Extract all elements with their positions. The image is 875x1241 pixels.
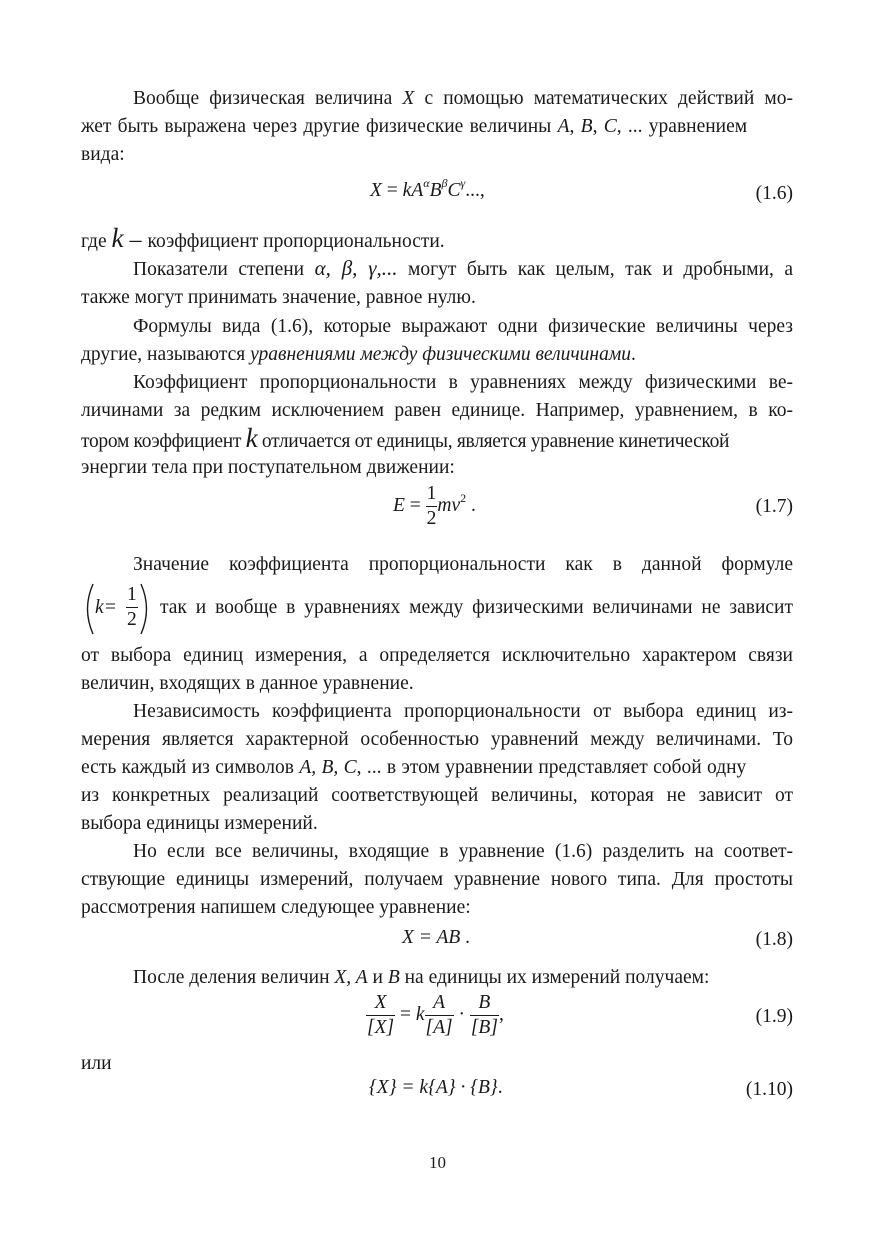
- para7-line3: рассмотрения напишем следующее уравнение:: [81, 897, 471, 918]
- para7-line1: Но если все величины, входящие в уравнение (1.6) разделить на соответ-: [133, 841, 793, 862]
- fraction-one-half: $\frac{1}{2}$: [426, 483, 437, 529]
- right-parenthesis-icon: [139, 582, 153, 636]
- para6-line2: мерения является характерной особенностью уравнений между величинами. То: [81, 729, 793, 750]
- para8-line1: После деления величин X, A и B на единицы их измерений получаем:: [133, 967, 710, 988]
- fraction-A-over-unit: $\frac{A}{[A]}$: [425, 992, 453, 1038]
- para7-line2: ствующие единицы измерений, получаем уравнение нового типа. Для простоты: [81, 869, 793, 890]
- fraction-k-one-half: $\frac{1}{2}$: [127, 584, 137, 630]
- equation-1-6: $X = kA^\alpha B^\beta C^\gamma$...,: [370, 176, 485, 201]
- equation-1-9: $\frac{X}{[X]}$ = k $\frac{A}{[A]}$ · $\frac{B}{[B]}$ ,: [367, 992, 504, 1038]
- fraction-B-over-unit: $\frac{B}{[B]}$: [470, 992, 498, 1038]
- equation-1-7: E = $\frac{1}{2}$ $mv^2$ .: [393, 483, 476, 529]
- equation-1-10: {X} = k{A} · {B}.: [369, 1077, 503, 1098]
- para4-line2: личинами за редким исключением равен единице. Например, уравнением, в ко-: [81, 400, 793, 421]
- para5-line2: k = $\frac{1}{2}$ так и вообще в уравнениях между физическими величинами не зависит: [81, 580, 793, 636]
- para5-line1: Значение коэффициента пропорциональности как в данной формуле: [133, 554, 793, 575]
- para5-line3: от выбора единиц измерения, а определяется исключительно характером связи: [81, 645, 793, 666]
- para1-line3: вида:: [81, 144, 125, 165]
- fraction-X-over-unit: $\frac{X}{[X]}$: [367, 992, 395, 1038]
- para4-line3: тором коэффициент k отличается от единицы, является уравнение кинетической: [81, 423, 730, 453]
- para1-line2: жет быть выражена через другие физические величины A, B, C, ... уравнением: [81, 116, 748, 137]
- para4-line1: Коэффициент пропорциональности в уравнениях между физическими ве-: [133, 372, 793, 393]
- where-line: где k – коэффициент пропорциональности.: [81, 223, 445, 253]
- equation-1-8: X = AB .: [402, 927, 471, 948]
- para5-line4: величин, входящих в данное уравнение.: [81, 673, 414, 694]
- para6-line3: есть каждый из символов A, B, C, ... в этом уравнении представляет собой одну: [81, 757, 747, 778]
- para2-line2: также могут принимать значение, равное нулю.: [81, 287, 476, 308]
- para1-line1: Вообще физическая величина X с помощью математических действий мо-: [133, 88, 794, 109]
- para2-line1: Показатели степени α, β, γ,... могут быть как целым, так и дробными, а: [133, 256, 793, 280]
- para3-line2: другие, называются уравнениями между физическими величинами.: [81, 344, 636, 365]
- page-number: 10: [429, 1153, 446, 1172]
- para4-line4: энергии тела при поступательном движении:: [81, 457, 455, 478]
- or-word: или: [81, 1053, 112, 1074]
- para6-line4: из конкретных реализаций соответствующей величины, которая не зависит от: [81, 785, 793, 806]
- equation-number-1-8: (1.8): [755, 929, 793, 950]
- left-parenthesis-icon: [81, 582, 95, 636]
- para6-line5: выбора единицы измерений.: [81, 813, 318, 834]
- equation-number-1-9: (1.9): [755, 1006, 793, 1027]
- para3-line1: Формулы вида (1.6), которые выражают одни физические величины через: [133, 316, 793, 337]
- equation-number-1-10: (1.10): [745, 1079, 793, 1100]
- equation-number-1-7: (1.7): [755, 496, 793, 517]
- para6-line1: Независимость коэффициента пропорциональности от выбора единиц из-: [133, 701, 793, 722]
- equation-number-1-6: (1.6): [755, 183, 793, 204]
